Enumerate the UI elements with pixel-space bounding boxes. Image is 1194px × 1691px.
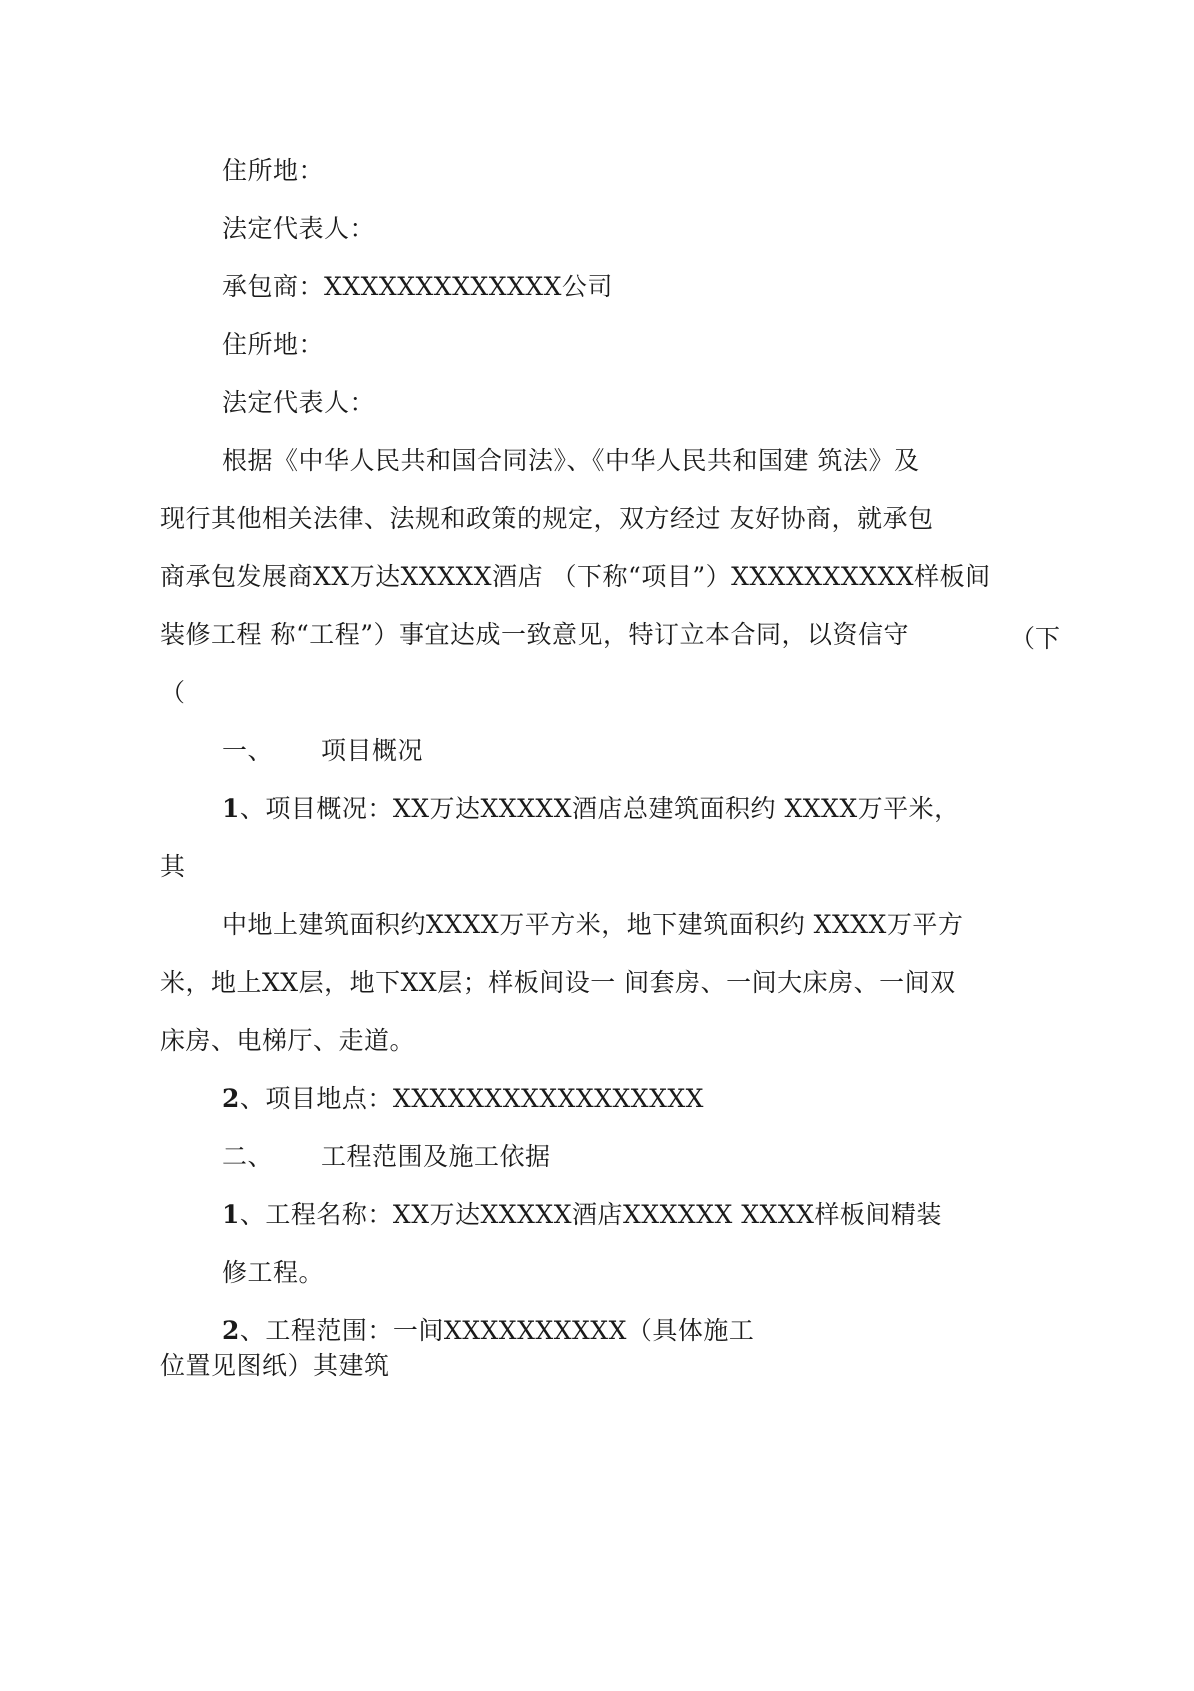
party-a-address-label: 住所地：: [222, 156, 325, 185]
section-1-item-1-line-4: 米，地上XX层，地下XX层；样板间设一 间套房、一间大床房、一间双: [160, 968, 956, 997]
section-1-item-2-text: 、项目地点：XXXXXXXXXXXXXXXXX: [239, 1084, 704, 1113]
preamble-line-4: 装修工程 称“工程”）事宜达成一致意见，特订立本合同，以资信守: [160, 620, 910, 649]
section-1-item-1-line-1: [222, 793, 960, 825]
section-2-item-1-line-2: 修工程。: [222, 1258, 325, 1287]
contractor-name: XXXXXXXXXXXXX公司: [324, 272, 613, 301]
preamble-line-2: 现行其他相关法律、法规和政策的规定，双方经过 友好协商，就承包: [160, 504, 934, 533]
section-1-number: 一、: [222, 736, 274, 765]
section-1-item-1-number: 1: [222, 794, 240, 823]
section-2-item-1-text: 、工程名称：XX万达XXXXX酒店XXXXXX XXXX样板间精装: [239, 1200, 942, 1229]
section-1-item-1-line-3: 中地上建筑面积约XXXX万平方米，地下建筑面积约 XXXX万平方: [222, 910, 964, 939]
section-1-item-1-line-2: 其: [160, 852, 186, 881]
section-2-item-2-text: 、工程范围：一间XXXXXXXXXX（具体施工: [239, 1316, 755, 1345]
section-1-item-2-number: 2: [222, 1084, 240, 1113]
party-a-representative-label: 法定代表人：: [222, 214, 376, 243]
section-2-item-1-line-1: [222, 1199, 942, 1231]
contractor-line: [222, 271, 613, 303]
preamble-side-bracket-top: （下: [1010, 624, 1061, 653]
preamble-line-1: 根据《中华人民共和国合同法》、《中华人民共和国建 筑法》及: [222, 446, 920, 475]
section-1-item-1-line-5: 床房、电梯厅、走道。: [160, 1026, 416, 1055]
preamble-line-3: 商承包发展商XX万达XXXXX酒店 （下称“项目”）XXXXXXXXXX样板间: [160, 562, 991, 591]
contractor-representative-label: 法定代表人：: [222, 388, 376, 417]
section-2-item-2-line-2: 位置见图纸）其建筑: [160, 1351, 390, 1380]
section-1-item-1-text: 、项目概况：XX万达XXXXX酒店总建筑面积约 XXXX万平米，: [239, 794, 960, 823]
section-1-item-2: [222, 1083, 704, 1115]
contractor-address-label: 住所地：: [222, 330, 325, 359]
section-2-heading: [222, 1141, 551, 1173]
contractor-label: 承包商：: [222, 272, 325, 301]
preamble-side-bracket-bottom: （: [160, 678, 186, 707]
section-2-number: 二、: [222, 1142, 274, 1171]
section-1-heading: [222, 735, 423, 767]
section-2-item-1-number: 1: [222, 1200, 240, 1229]
section-2-title: 工程范围及施工依据: [321, 1142, 551, 1171]
section-2-item-2-number: 2: [222, 1316, 240, 1345]
section-1-title: 项目概况: [321, 736, 424, 765]
section-2-item-2-line-1: [222, 1315, 754, 1347]
